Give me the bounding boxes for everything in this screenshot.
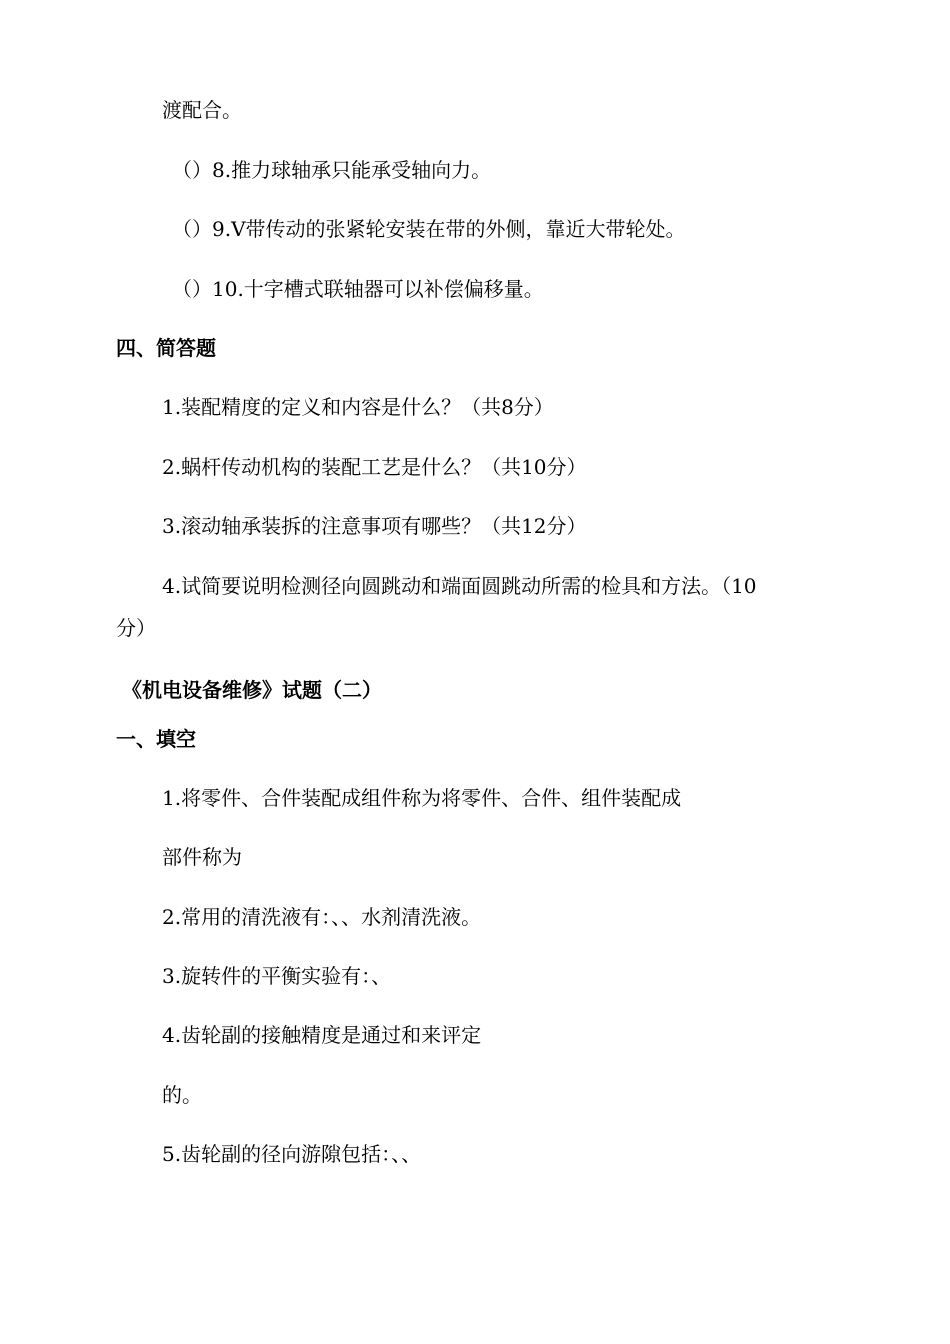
text-line: 分）	[116, 616, 156, 640]
text-line: 的。	[162, 1083, 202, 1107]
question-line: 2.常用的清洗液有：、、水剂清洗液。	[162, 905, 482, 929]
question-line: 4.齿轮副的接触精度是通过和来评定	[162, 1023, 482, 1047]
text-line: 渡配合。	[162, 98, 242, 122]
question-line: （）8.推力球轴承只能承受轴向力。	[172, 158, 492, 182]
question-line: （）9.V带传动的张紧轮安装在带的外侧，靠近大带轮处。	[172, 217, 686, 241]
question-line: （）10.十字槽式联轴器可以补偿偏移量。	[172, 277, 544, 301]
question-line: 2.蜗杆传动机构的装配工艺是什么？（共10分）	[162, 455, 587, 479]
exam-title: 《机电设备维修》试题（二）	[122, 678, 382, 702]
question-line: 4.试简要说明检测径向圆跳动和端面圆跳动所需的检具和方法。（10	[162, 574, 757, 598]
text-line: 部件称为	[162, 845, 242, 869]
section-heading: 一、填空	[116, 727, 196, 751]
question-line: 3.滚动轴承装拆的注意事项有哪些？（共12分）	[162, 514, 587, 538]
section-heading: 四、简答题	[116, 336, 216, 360]
question-line: 1.将零件、合件装配成组件称为将零件、合件、组件装配成	[162, 786, 682, 810]
question-line: 3.旋转件的平衡实验有：、	[162, 964, 392, 988]
question-line: 1.装配精度的定义和内容是什么？（共8分）	[162, 395, 554, 419]
question-line: 5.齿轮副的径向游隙包括：、、	[162, 1142, 422, 1166]
